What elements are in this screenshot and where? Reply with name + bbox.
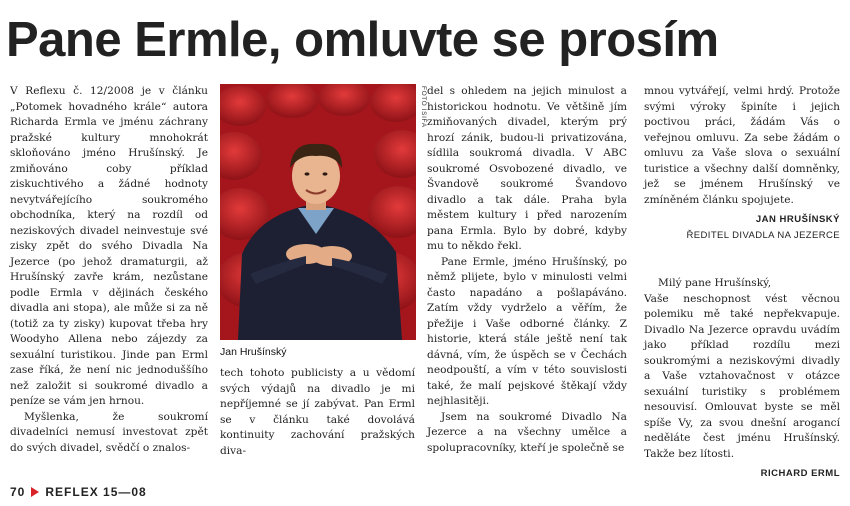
editor-reply (644, 276, 840, 482)
photo-credit: FOTO ISIFA (420, 86, 427, 128)
article-column-2 (220, 366, 415, 459)
paragraph: V Reflexu č. 12/2008 je v článku „Potomek hovadného krále“ autora Richarda Ermla ve jménu záchrany pražské kultury mnohokrát skloňováno jméno Hrušínský. Je zmiňováno coby příklad ziskuchtivého a žádné hodnoty nevytvářejícího soukromého obchodníka, který na rozdíl od neziskových divadel neinvestuje své zisky zpět do svého Divadla Na Jezerce (po jehož dramaturgii, až Hrušínský zavře krám, nezůstane podle Ermla v dějinách českého divadla ani stopa), ale může si za ně (totiž za ty zisky) kupovat třeba hry Woodyho Allena nebo zájezdy za sexuální turistikou. Jinde pan Erml zase říká, že není nic jednoduššího než založit si soukromé divadlo a peníze se vám jen hrnou. (10, 85, 208, 407)
paragraph: Myšlenka, že soukromí divadelníci nemusí investovat zpět do svých divadel, svědčí o znalos- (10, 410, 208, 454)
article-column-3 (427, 84, 627, 456)
paragraph: Jsem na soukromé Divadlo Na Jezerce a na všechny umělce a spolupracovníky, kteří je společně se (427, 410, 627, 454)
portrait-photo (220, 84, 416, 340)
author-role: ŘEDITEL DIVADLA NA JEZERCE (686, 229, 840, 241)
photo-caption: Jan Hrušínský (220, 346, 287, 358)
page-footer (10, 484, 147, 500)
triangle-arrow-icon (31, 487, 39, 497)
article-column-4 (644, 84, 840, 243)
paragraph: tech tohoto publicisty a u vědomí svých výdajů na divadlo je mi nepříjemné se jí zabývat. Pan Erml se v článku také dovolává kontinuity zachování pražských diva- (220, 367, 415, 457)
reply-signature: RICHARD ERML (760, 468, 840, 479)
reply-text: Vaše neschopnost vést věcnou polemiku mě také nepřekvapuje. Divadlo Na Jezerce opravdu uvádím jako příklad rozdílu mezi soukromými a neziskovými divadly a Vaše vztahovačnost v otázce sexuální turistiky s problémem nesouvisí. Omlouvat byste se měl spíše Vy, za svou dnešní arogancí neděláte čest jménu Hrušínský. Takže bez lítosti. (644, 292, 840, 460)
paragraph: mnou vytvářejí, velmi hrdý. Protože svými výroky špiníte i jejich poctivou práci, žádám Vás o veřejnou omluvu. Za sebe žádám o omluvu za Vaše slova o sexuální turistice a všechny další domněnky, jež se jménem Hrušínský ve zmíněném článku spojujete. (644, 85, 840, 206)
portrait-illustration (220, 84, 416, 340)
author-signature: JAN HRUŠÍNSKÝ (755, 214, 840, 225)
article-headline: Pane Ermle, omluvte se prosím (6, 13, 719, 67)
reply-greeting: Milý pane Hrušínský, (658, 277, 772, 289)
page-number: 70 (10, 485, 26, 499)
magazine-issue: REFLEX 15—08 (45, 485, 147, 499)
paragraph: del s ohledem na jejich minulost a historickou hodnotu. Ve většině jím zmiňovaných divadel, kterým prý hrozí zánik, budou-li privatizována, sídlila soukromá divadla. V ABC soukromé Osvobozené divadlo, ve Švandově soukromé Švandovo divadlo a tak dále. Praha byla městem kultury i před narozením pana Ermla. Bylo by dobré, kdyby mu to někdo řekl. (427, 85, 627, 252)
article-column-1 (10, 84, 208, 456)
paragraph: Pane Ermle, jméno Hrušínský, po němž plijete, bylo v minulosti velmi často napadáno a pošlapáváno. Zatím vždy vydrželo a věřím, že přežije i Vaše odborné články. Z historie, která stále ještě není tak dávná, vím, že úspěch se v Čechách neodpouští, a vím v této souvislosti také, že malí pejskové štěkají vždy nejhlasitěji. (427, 255, 627, 407)
